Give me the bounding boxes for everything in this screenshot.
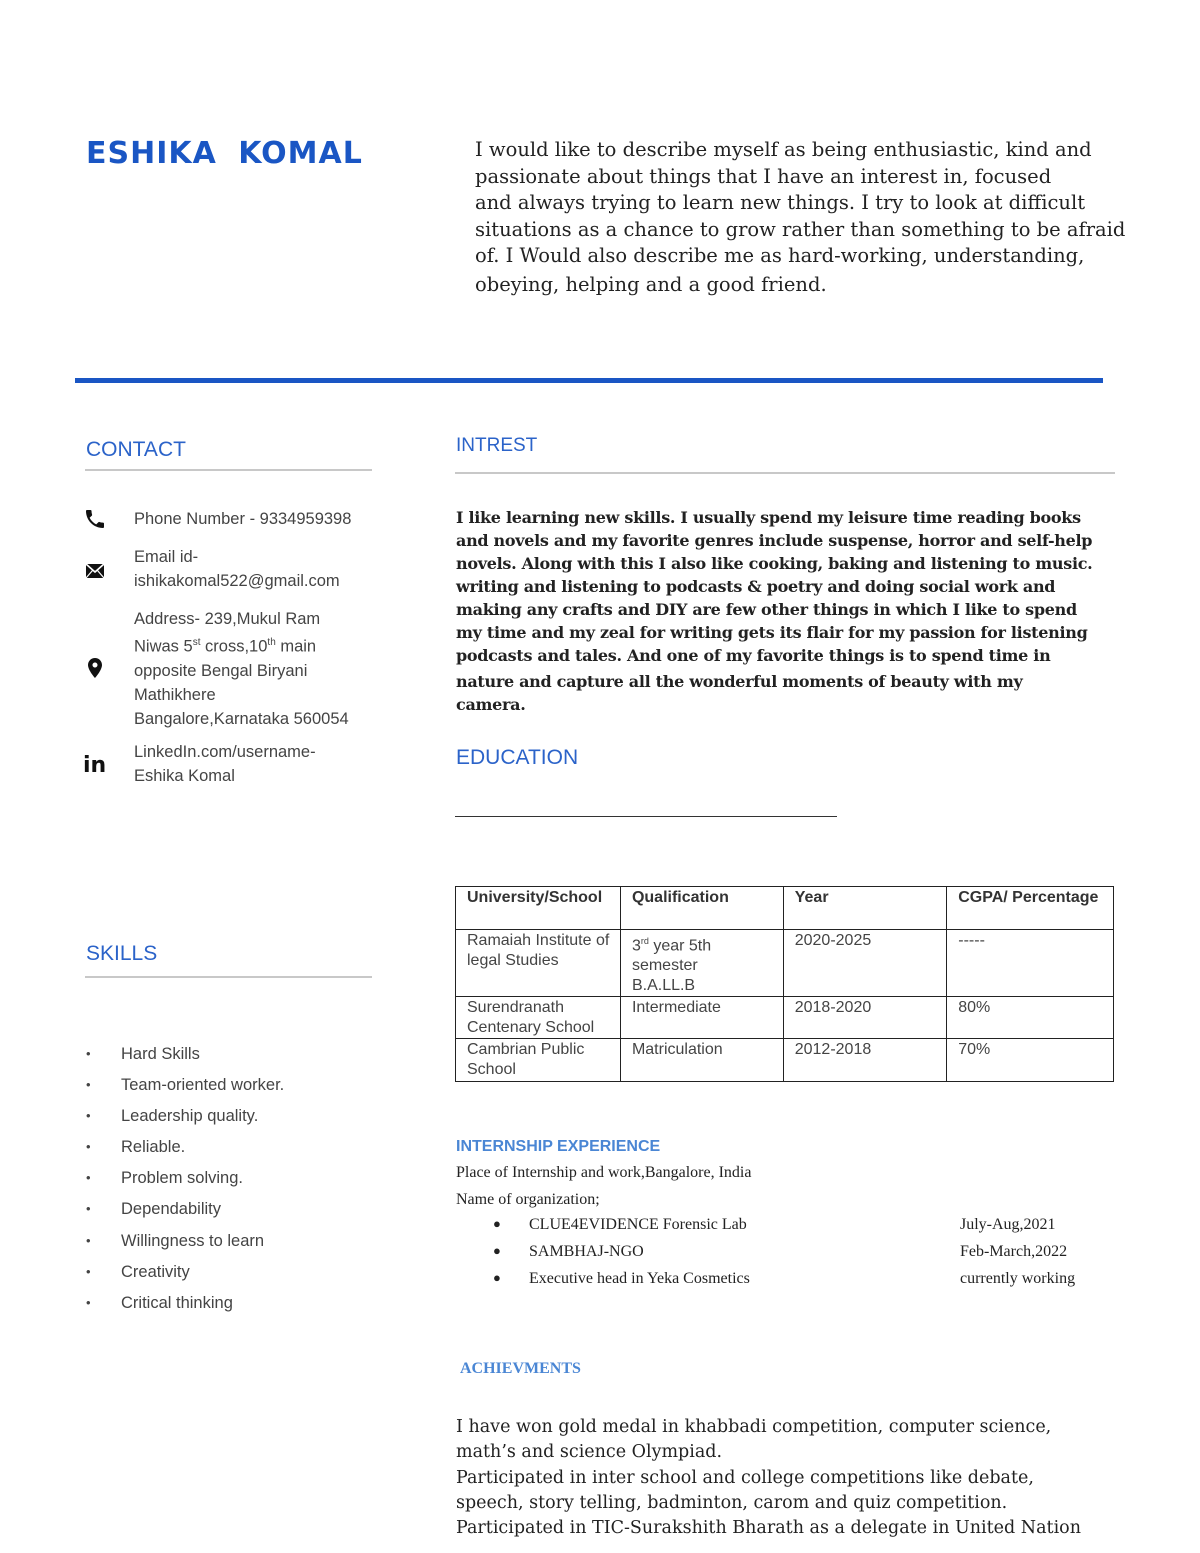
linkedin-icon: in <box>83 753 107 778</box>
address-part: cross,10 <box>200 637 268 656</box>
phone-icon <box>83 507 107 531</box>
internship-name: Executive head in Yeka Cosmetics <box>529 1270 750 1287</box>
grade-cell: 70% <box>947 1039 1114 1082</box>
qualification-cell: Matriculation <box>620 1039 783 1082</box>
mail-icon <box>83 559 107 583</box>
skill-item: • Leadership quality. <box>86 1104 284 1135</box>
intro-line: of. I Would also describe me as hard-working, understanding, <box>475 244 1085 268</box>
address-line: Address- 239,Mukul Ram <box>134 610 321 628</box>
achievement-line: Participated in inter school and college competitions like debate, <box>456 1467 1034 1488</box>
location-icon <box>83 656 107 680</box>
skills-divider <box>85 976 372 978</box>
contact-heading: CONTACT <box>86 438 186 461</box>
header-divider <box>75 378 1103 383</box>
internship-place: Place of Internship and work,Bangalore, India <box>456 1164 752 1181</box>
intro-paragraph <box>475 137 1126 299</box>
interest-line: camera. <box>456 695 526 714</box>
interest-line: writing and listening to podcasts & poetry and doing social work and <box>456 577 1056 596</box>
education-heading: EDUCATION <box>456 746 579 769</box>
intro-line: and always trying to learn new things. I try to look at difficult <box>475 191 1086 215</box>
interest-line: I like learning new skills. I usually spend my leisure time reading books <box>456 508 1081 527</box>
grade-cell: ----- <box>947 930 1114 997</box>
qualification-cell <box>620 930 783 997</box>
bullet: ● <box>493 1270 501 1285</box>
intro-line: I would like to describe myself as being enthusiastic, kind and <box>475 138 1092 161</box>
address-part: Niwas 5 <box>134 637 193 656</box>
intro-line: situations as a chance to grow rather than something to be afraid <box>475 217 1126 241</box>
column-header: CGPA/ Percentage <box>947 887 1114 930</box>
achievements-paragraph <box>456 1415 1156 1541</box>
table-row <box>456 930 1114 997</box>
address-sup: th <box>267 637 276 648</box>
skill-item: • Reliable. <box>86 1135 284 1166</box>
address-sup: st <box>192 637 201 648</box>
interest-line: novels. Along with this I also like cooking, baking and listening to music. <box>456 554 1093 573</box>
email-block <box>134 545 340 593</box>
skill-item: • Creativity <box>86 1260 284 1291</box>
internship-name: SAMBHAJ-NGO <box>529 1243 644 1260</box>
achievement-line: I have won gold medal in khabbadi competition, computer science, <box>456 1417 1052 1437</box>
school-cell: Ramaiah Institute of legal Studies <box>456 930 621 997</box>
achievements-heading: ACHIEVMENTS <box>460 1360 581 1377</box>
qual-part: 3 <box>631 937 641 955</box>
intro-line: obeying, helping and a good friend. <box>475 272 827 296</box>
email-address: ishikakomal522@gmail.com <box>134 572 340 590</box>
linkedin-block[interactable] <box>134 740 316 788</box>
internship-org-label: Name of organization; <box>456 1191 600 1208</box>
column-header: Qualification <box>620 887 783 930</box>
phone-number: Phone Number - 9334959398 <box>134 510 352 528</box>
table-row <box>456 1039 1114 1082</box>
linkedin-line[interactable]: Eshika Komal <box>134 767 235 785</box>
internship-date: July-Aug,2021 <box>960 1216 1056 1233</box>
school-cell: Cambrian Public School <box>456 1039 621 1082</box>
education-table <box>455 886 1114 1082</box>
internship-date: Feb-March,2022 <box>960 1243 1068 1260</box>
table-header-row <box>456 887 1114 930</box>
achievement-line: Participated in TIC-Surakshith Bharath as a delegate in United Nation <box>456 1518 1081 1539</box>
qual-sup: rd <box>640 936 649 946</box>
qualification-cell: Intermediate <box>620 997 783 1039</box>
internship-name: CLUE4EVIDENCE Forensic Lab <box>529 1216 747 1233</box>
interest-line: podcasts and tales. And one of my favorite things is to spend time in <box>456 646 1051 665</box>
contact-divider <box>85 469 372 471</box>
achievement-line: math’s and science Olympiad. <box>456 1442 723 1463</box>
education-underline <box>455 816 837 817</box>
intro-line: passionate about things that I have an interest in, focused <box>475 164 1052 188</box>
address-line: opposite Bengal Biryani <box>134 661 308 680</box>
skill-item: • Willingness to learn <box>86 1229 284 1260</box>
address-line: Bangalore,Karnataka 560054 <box>134 709 349 728</box>
column-header: University/School <box>456 887 621 930</box>
bullet: ● <box>493 1216 501 1231</box>
interest-heading: INTREST <box>456 435 538 456</box>
grade-cell: 80% <box>947 997 1114 1039</box>
achievement-line: speech, story telling, badminton, carom and quiz competition. <box>456 1492 1008 1513</box>
skills-heading: SKILLS <box>86 942 158 965</box>
linkedin-line[interactable]: LinkedIn.com/username- <box>134 743 316 761</box>
interest-line: my time and my zeal for writing gets its flair for my passion for listening <box>456 623 1088 642</box>
table-row <box>456 997 1114 1039</box>
interest-line: nature and capture all the wonderful moments of beauty with my <box>456 672 1023 691</box>
email-label: Email id- <box>134 548 199 566</box>
address-block <box>134 607 349 731</box>
address-line <box>134 631 349 659</box>
column-header: Year <box>783 887 947 930</box>
internship-date: currently working <box>960 1270 1076 1287</box>
interest-line: making any crafts and DIY are few other things in which I like to spend <box>456 600 1077 619</box>
skill-item: • Hard Skills <box>86 1042 284 1073</box>
skill-item: • Critical thinking <box>86 1291 284 1322</box>
bullet: ● <box>493 1243 501 1258</box>
interest-line: and novels and my favorite genres include suspense, horror and self-help <box>456 531 1093 550</box>
qual-part: year 5th semester <box>631 937 712 975</box>
skills-list <box>86 1042 284 1322</box>
skill-item: • Team-oriented worker. <box>86 1073 284 1104</box>
year-cell: 2020-2025 <box>783 930 947 997</box>
interest-paragraph <box>456 506 1126 716</box>
year-cell: 2012-2018 <box>783 1039 947 1082</box>
address-part: main <box>275 637 317 656</box>
candidate-name: ESHIKA KOMAL <box>86 136 363 171</box>
skill-item: • Problem solving. <box>86 1166 284 1197</box>
skill-item: • Dependability <box>86 1197 284 1228</box>
school-cell: Surendranath Centenary School <box>456 997 621 1039</box>
internship-heading: INTERNSHIP EXPERIENCE <box>456 1138 661 1155</box>
year-cell: 2018-2020 <box>783 997 947 1039</box>
interest-divider <box>455 472 1115 474</box>
address-line: Mathikhere <box>134 685 216 704</box>
qual-part: B.A.LL.B <box>631 977 696 995</box>
